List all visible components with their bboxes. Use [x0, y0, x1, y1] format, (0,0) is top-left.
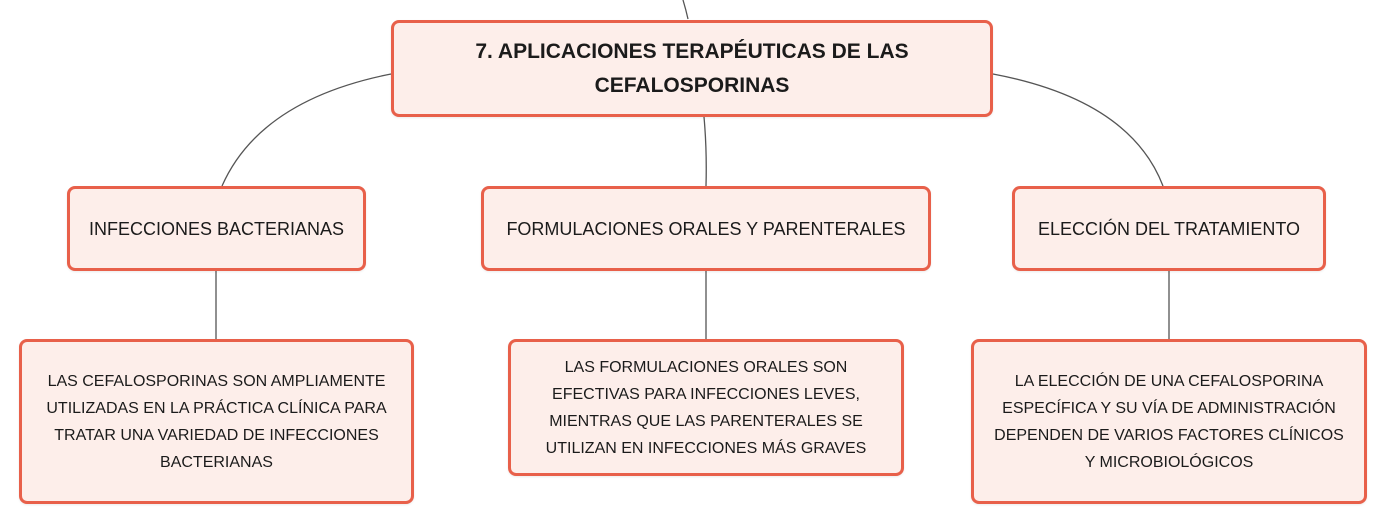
- detail-node-formulaciones[interactable]: [508, 339, 904, 476]
- branch-node-infecciones-bacterianas[interactable]: [67, 186, 366, 271]
- branch-label: INFECCIONES BACTERIANAS: [88, 218, 345, 239]
- branch-node-formulaciones[interactable]: [481, 186, 931, 271]
- connector-root-to-branch-3: [993, 74, 1163, 186]
- branch-label: FORMULACIONES ORALES Y PARENTERALES: [506, 218, 906, 239]
- branch-label: ELECCIÓN DEL TRATAMIENTO: [1037, 218, 1301, 239]
- root-topic-node[interactable]: [391, 20, 993, 117]
- connector-parent-to-root: [683, 0, 688, 19]
- branch-node-eleccion-tratamiento[interactable]: [1012, 186, 1326, 271]
- connector-root-to-branch-2: [704, 117, 706, 186]
- detail-text: LAS FORMULACIONES ORALES SON EFECTIVAS PARA INFECCIONES LEVES, MIENTRAS QUE LAS PARENTERALES SE UTILIZAN EN INFECCIONES MÁS GRAVES: [545, 358, 867, 457]
- detail-node-infecciones-bacterianas[interactable]: [19, 339, 414, 504]
- detail-text: LAS CEFALOSPORINAS SON AMPLIAMENTE UTILIZADAS EN LA PRÁCTICA CLÍNICA PARA TRATAR UNA VARIEDAD DE INFECCIONES BACTERIANAS: [46, 372, 387, 471]
- connector-root-to-branch-1: [222, 74, 391, 186]
- detail-text: LA ELECCIÓN DE UNA CEFALOSPORINA ESPECÍFICA Y SU VÍA DE ADMINISTRACIÓN DEPENDEN DE VARIOS FACTORES CLÍNICOS Y MICROBIOLÓGICOS: [994, 372, 1344, 471]
- detail-node-eleccion-tratamiento[interactable]: [971, 339, 1367, 504]
- root-topic-title: 7. APLICACIONES TERAPÉUTICAS DE LAS CEFALOSPORINAS: [475, 39, 909, 97]
